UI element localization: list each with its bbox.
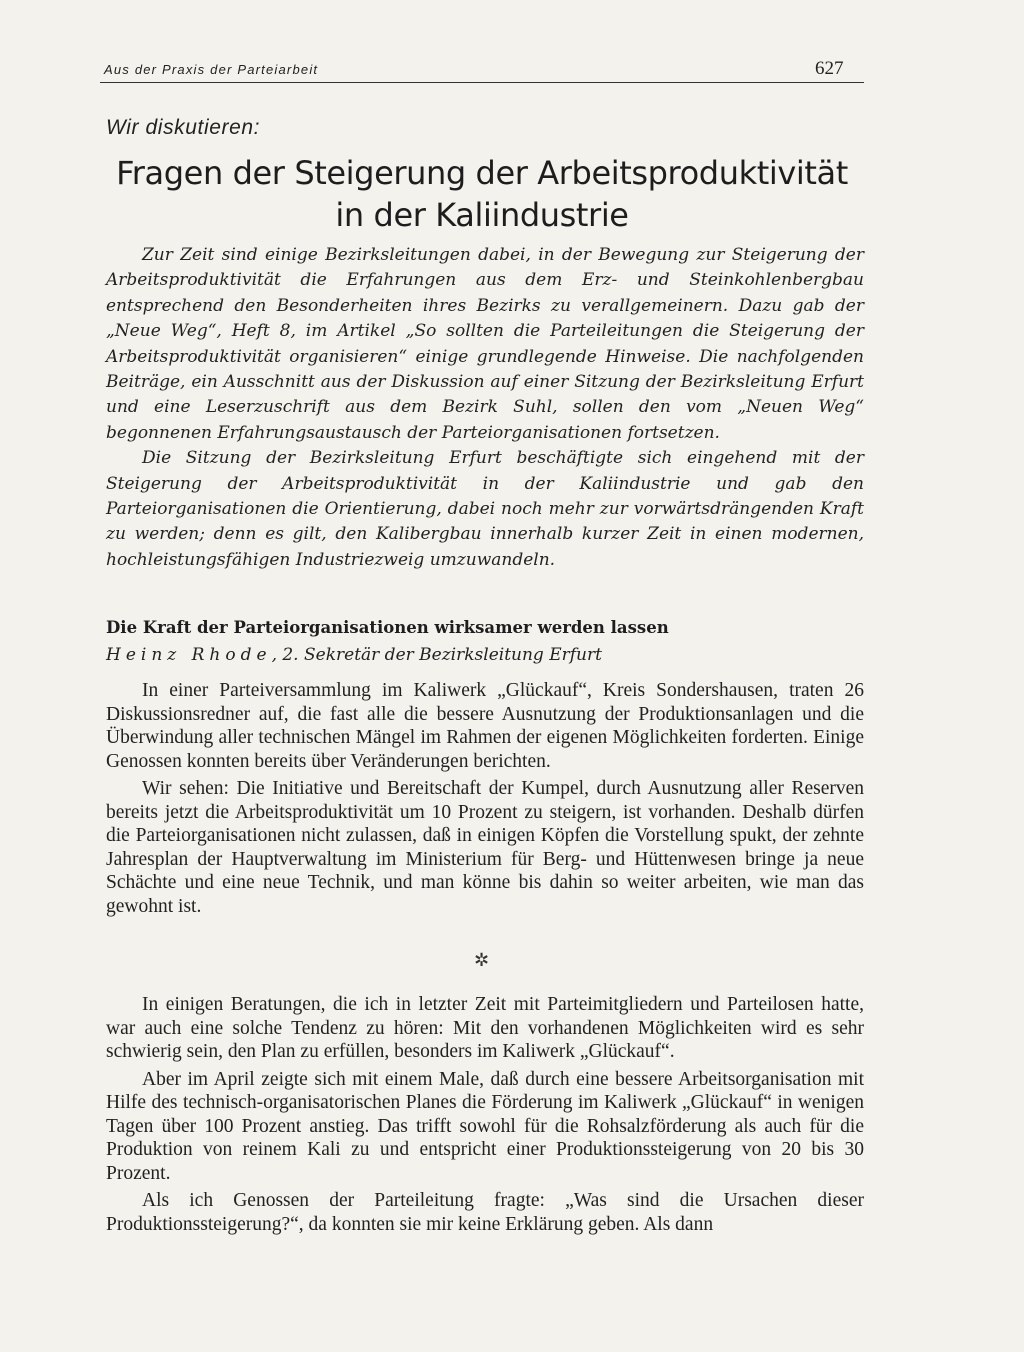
body-paragraph: Aber im April zeigte sich mit einem Male, daß durch eine bessere Arbeitsorganisation mit Hilfe des technisch-organisatorischen Planes die Förderung im Kaliwerk „Glückauf“ in wenigen Tagen über 100 Prozent anstieg. Das trifft sowohl für die Rohsalzförderung als auch für die Produktion von reinem Kali zu und entspricht einer Produktionssteigerung von 20 bis 30 Prozent. [106, 1068, 864, 1184]
body-paragraph: In einigen Beratungen, die ich in letzter Zeit mit Parteimitgliedern und Parteilosen hatte, war auch eine solche Tendenz zu hören: Mit den vorhandenen Möglichkeiten wird es sehr schwierig sein, den Plan zu erfüllen, besonders im Kaliwerk „Glückauf“. [106, 994, 864, 1062]
byline [106, 645, 602, 665]
article-title-line-2: in der Kaliindustrie [335, 196, 629, 234]
header-rule [100, 82, 864, 83]
body-paragraph: Wir sehen: Die Initiative und Bereitschaft der Kumpel, durch Ausnutzung aller Reserven bereits jetzt die Arbeitsproduktivität um 10 Prozent zu steigern, ist vorhanden. Deshalb dürfen die Parteiorganisationen nicht zulassen, daß in einigen Köpfen die Vorstellung spukt, der zehnte Jahresplan der Hauptverwaltung im Ministerium für Berg- und Hüttenwesen bringe ja neue Schächte und eine neue Technik, und man könne bis dahin so weiter arbeiten, wie man das gewohnt ist. [106, 778, 864, 917]
section-divider-asterism: ✲ [474, 950, 490, 971]
article-title [100, 152, 864, 236]
running-head: Aus der Praxis der Parteiarbeit [104, 62, 319, 77]
page-number: 627 [815, 58, 844, 79]
body-paragraph: Als ich Genossen der Parteileitung fragte: „Was sind die Ursachen dieser Produktionssteigerung?“, da konnten sie mir keine Erklärung geben. Als dann [106, 1190, 864, 1235]
series-label: Wir diskutieren: [106, 116, 261, 139]
intro-paragraph: Die Sitzung der Bezirksleitung Erfurt beschäftigte sich eingehend mit der Steigerung der Arbeitsproduktivität in der Kaliindustrie und gab den Parteiorganisationen die Orientierung, dabei noch mehr zur vorwärtsdrängenden Kraft zu werden; denn es gilt, den Kalibergbau innerhalb kurzer Zeit in einen modernen, hochleistungsfähigen Industriezweig umzuwandeln. [106, 448, 864, 570]
intro-section [106, 243, 864, 573]
body-paragraph: In einer Parteiversammlung im Kaliwerk „Glückauf“, Kreis Sondershausen, traten 26 Diskussionsredner auf, die fast alle die bessere Ausnutzung der Produktionsanlagen und die Überwindung aller technischen Mängel im Rahmen der eigenen Möglichkeiten forderten. Einige Genossen konnten bereits über Veränderungen berichten. [106, 680, 864, 772]
byline-author: Heinz Rhode [106, 645, 272, 665]
body-section-a [106, 679, 864, 922]
body-section-b [106, 993, 864, 1240]
section-heading: Die Kraft der Parteiorganisationen wirksamer werden lassen [106, 618, 669, 637]
byline-role: , 2. Sekretär der Bezirksleitung Erfurt [271, 645, 602, 665]
intro-paragraph: Zur Zeit sind einige Bezirksleitungen dabei, in der Bewegung zur Steigerung der Arbeitsproduktivität die Erfahrungen aus dem Erz- und Steinkohlenbergbau entsprechend den Besonderheiten ihres Bezirks zu verallgemeinern. Dazu gab der „Neue Weg“, Heft 8, im Artikel „So sollten die Parteileitungen die Steigerung der Arbeitsproduktivität organisieren“ einige grundlegende Hinweise. Die nachfolgenden Beiträge, ein Ausschnitt aus der Diskussion auf einer Sitzung der Bezirksleitung Erfurt und eine Leserzuschrift aus dem Bezirk Suhl, sollen den vom „Neuen Weg“ begonnenen Erfahrungsaustausch der Parteiorganisationen fortsetzen. [106, 245, 864, 443]
article-title-line-1: Fragen der Steigerung der Arbeitsproduktivität [116, 154, 848, 192]
